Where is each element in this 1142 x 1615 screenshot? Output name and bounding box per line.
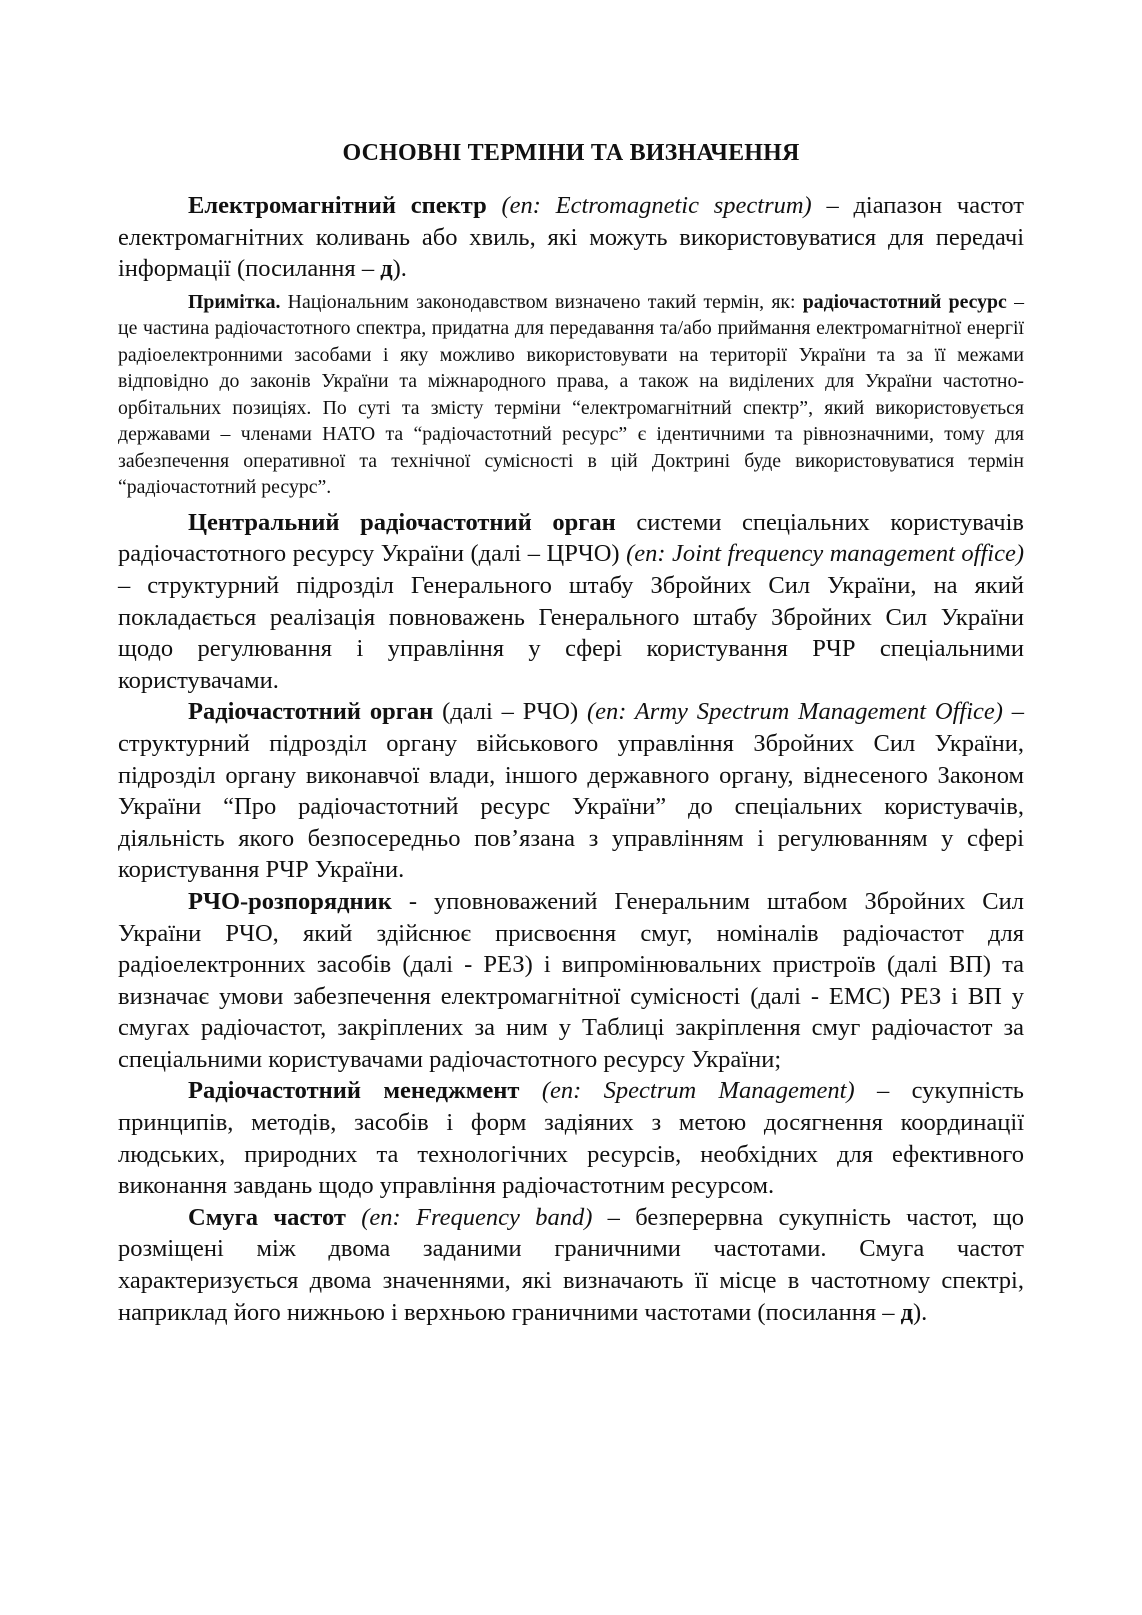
term-heading: РЧО-розпорядник [188,887,392,915]
definition-text-continued: – структурний підрозділ Генерального штабу Збройних Сил України, на який покладається реалізація повноважень Генерального штабу Збройних Сил України щодо регулювання і управління у сфері користування РЧР спеціальними користувачами. [118,571,1024,694]
definition-electromagnetic-spectrum [118,190,1024,285]
definition-rcho-manager [118,886,1024,1076]
page-title: ОСНОВНІ ТЕРМІНИ ТА ВИЗНАЧЕННЯ [342,140,800,166]
reference-mark: д [380,255,393,283]
term-heading: Радіочастотний орган [188,698,434,726]
definition-text: – сукупність принципів, методів, засобів і форм задіяних з метою досягнення координації людських, природних та технологічних ресурсів, необхідних для ефективного виконання завдань щодо управління радіочастотним ресурсом. [118,1077,1024,1200]
definition-frequency-band [118,1202,1024,1328]
english-term: (en: Army Spectrum Management Office) [587,698,1003,726]
definition-text: (далі – РЧО) [433,698,587,726]
definition-text-continued: – структурний підрозділ органу військового управління Збройних Сил України, підрозділ органу виконавчої влади, іншого державного органу, віднесеного Законом України “Про радіочастотний ресурс України” до спеціальних користувачів, діяльність якого безпосередньо пов’язана з управлінням і регулюванням у сфері користування РЧР України. [118,698,1024,884]
definition-text-end: ). [913,1298,928,1326]
note-paragraph [118,289,1024,501]
note-term: радіочастотний ресурс [802,290,1007,313]
english-term: (en: Ectromagnetic spectrum) [501,192,812,219]
note-text-continued: – це частина радіочастотного спектра, придатна для передавання та/або приймання електромагнітної енергії радіоелектронними засобами і яку можливо використовувати на території України та за її межами відповідно до законів України та міжнародного права, а також на виділених для України частотно-орбітальних позиціях. По суті та змісту терміни “електромагнітний спектр”, який використовується державами – членами НАТО та “радіочастотний ресурс” є ідентичними та рівнозначними, тому для забезпечення оперативної та технічної сумісності в цій Доктрині буде використовуватися термін “радіочастотний ресурс”. [118,290,1024,499]
document-page [118,138,1024,1328]
definition-spectrum-management [118,1075,1024,1201]
definition-text-end: ). [392,255,407,283]
term-heading: Центральний радіочастотний орган [188,508,616,536]
note-text: Національним законодавством визначено такий термін, як: [280,290,803,313]
term-heading: Електромагнітний спектр [188,192,487,219]
term-heading: Радіочастотний менеджмент [188,1077,520,1105]
english-term: (en: Joint frequency management office) [626,540,1025,568]
note-label: Примітка. [188,290,281,313]
definition-central-frequency-body [118,507,1024,697]
english-term: (en: Spectrum Management) [519,1077,855,1105]
definition-text: – діапазон частот електромагнітних коливань або хвиль, які можуть використовуватися для передачі інформації (посилання – [118,192,1025,283]
english-term: (en: Frequency band) [345,1203,593,1231]
definition-text: - уповноважений Генеральним штабом Збройних Сил України РЧО, який здійснює присвоєння смуг, номіналів радіочастот для радіоелектронних засобів (далі - РЕЗ) і випромінювальних пристроїв (далі ВП) та визначає умови забезпечення електромагнітної сумісності (далі - ЕМС) РЕЗ і ВП у смугах радіочастот, закріплених за ним у Таблиці закріплення смуг радіочастот за спеціальними користувачами радіочастотного ресурсу України; [118,887,1024,1073]
term-heading: Смуга частот [188,1203,346,1231]
definition-frequency-body [118,696,1024,886]
definition-text: системи спеціальних користувачів радіочастотного ресурсу України (далі – ЦРЧО) [118,508,1024,568]
reference-mark: д [900,1298,914,1326]
definition-text: – безперервна сукупність частот, що розміщені між двома заданими граничними частотами. Смуга частот характеризується двома значеннями, які визначають її місце в частотному спектрі, наприклад його нижньою і верхньою граничними частотами (посилання – [118,1203,1024,1326]
